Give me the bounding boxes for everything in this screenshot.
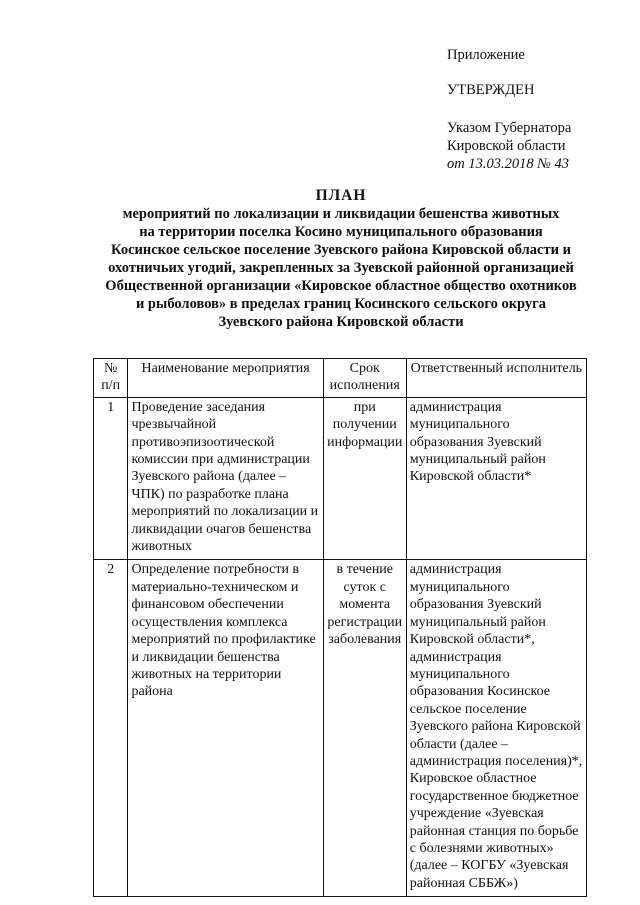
decree-line-1: Указом Губернатора xyxy=(447,120,572,136)
table-row xyxy=(94,397,587,560)
title-line: охотничьих угодий, закрепленных за Зуевской районной организацией xyxy=(108,260,574,276)
row-name: Определение потребности в материально-техническом и финансовом обеспечении осуществления комплекса мероприятий по профилактике и ликвидации бешенства животных на территории района xyxy=(128,560,323,897)
table-header-row xyxy=(94,359,587,398)
row-responsible: администрация муниципального образования Зуевский муниципальный район Кировской области* xyxy=(406,397,586,560)
row-term: при получении информации xyxy=(323,397,406,560)
decree-date: от 13.03.2018 № 43 xyxy=(447,156,570,172)
document-title xyxy=(96,187,586,331)
row-num: 1 xyxy=(94,397,128,560)
approved-label: УТВЕРЖДЕН xyxy=(447,82,535,98)
appendix-label: Приложение xyxy=(447,47,525,63)
plan-table xyxy=(93,358,587,897)
decree-line-2: Кировской области xyxy=(447,138,566,154)
row-responsible: администрация муниципального образования Зуевский муниципальный район Кировской области*, администрация муниципального образования Косинское сельское поселение Зуевского района Кировской области (далее – администрация поселения)*, Кировское областное государственное бюджетное учреждение «Зуевская районная станция по борьбе с болезнями животных» (далее – КОГБУ «Зуевская районная СББЖ») xyxy=(406,560,586,897)
table-row xyxy=(94,560,587,897)
approval-block xyxy=(447,46,632,173)
row-num: 2 xyxy=(94,560,128,897)
header-num: № п/п xyxy=(94,359,128,398)
title-line: мероприятий по локализации и ликвидации бешенства животных xyxy=(122,206,560,222)
title-line: на территории поселка Косино муниципального образования xyxy=(139,224,543,240)
row-term: в течение суток с момента регистрации заболевания xyxy=(323,560,406,897)
title-line: и рыболовов» в пределах границ Косинского сельского округа xyxy=(135,296,547,312)
header-name: Наименование мероприятия xyxy=(128,359,323,398)
title-line: Общественной организации «Кировское областное общество охотников xyxy=(105,278,577,294)
header-term: Срок исполнения xyxy=(323,359,406,398)
plan-heading: ПЛАН xyxy=(315,187,367,204)
header-responsible: Ответственный исполнитель xyxy=(406,359,586,398)
title-line: Зуевского района Кировской области xyxy=(218,314,464,330)
row-name: Проведение заседания чрезвычайной противоэпизоотической комиссии при администрации Зуевского района (далее – ЧПК) по разработке плана мероприятий по локализации и ликвидации очагов бешенства животных xyxy=(128,397,323,560)
title-line: Косинское сельское поселение Зуевского района Кировской области и xyxy=(111,242,571,258)
